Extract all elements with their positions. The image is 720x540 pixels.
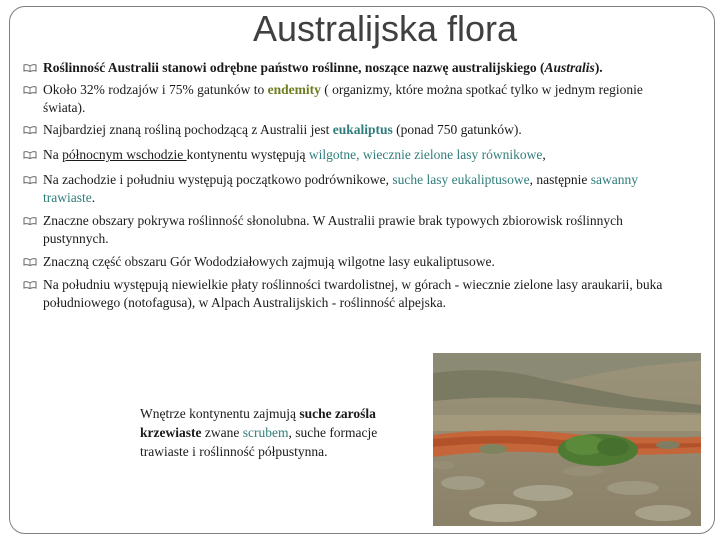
term-scrub: scrubem xyxy=(242,425,289,440)
caption-text: Wnętrze kontynentu zajmują xyxy=(140,406,300,421)
outback-scrub-photo xyxy=(433,353,701,526)
term-polnocny-wschod: północnym wschodzie xyxy=(62,147,187,162)
bullet-item xyxy=(21,146,681,164)
bullet-text: ). xyxy=(594,60,603,75)
bullet-list xyxy=(21,59,681,312)
bullet-text: Na południu występują niewielkie płaty roślinności twardolistnej, w górach - wiecznie zielone lasy araukarii, buka południowego (notofagusa), w Alpach Australijskich - roślinność alpejska. xyxy=(43,277,663,310)
bullet-item xyxy=(21,171,681,207)
bullet-text: ( organizmy, które można spotkać tylko w jednym regionie świata). xyxy=(43,82,643,115)
book-bullet-icon xyxy=(23,217,37,225)
book-bullet-icon xyxy=(23,126,37,134)
bullet-item xyxy=(21,212,681,248)
bullet-item xyxy=(21,59,681,77)
book-bullet-icon xyxy=(23,258,37,266)
bullet-item xyxy=(21,81,681,117)
bullet-text: , xyxy=(542,147,546,162)
bullet-text: Najbardziej znaną rośliną pochodzącą z Australii jest xyxy=(43,122,333,137)
bullet-text: Znaczne obszary pokrywa roślinność słonolubna. W Australii prawie brak typowych zbiorowisk roślinnych pustynnych. xyxy=(43,213,623,246)
bullet-text: Znaczną część obszaru Gór Wododziałowych zajmują wilgotne lasy eukaliptusowe. xyxy=(43,254,495,269)
term-lasy-rownikowe: wilgotne, wiecznie zielone lasy równikowe xyxy=(308,147,543,162)
bullet-text: Roślinność Australii stanowi odrębne państwo roślinne, noszące nazwę australijskiego ( xyxy=(43,60,545,75)
bullet-text: . xyxy=(91,190,96,205)
book-bullet-icon xyxy=(23,86,37,94)
term-sawanny: sawanny trawiaste xyxy=(43,172,638,205)
bullet-text: (ponad 750 gatunków). xyxy=(392,122,522,137)
bullet-text: Około 32% rodzajów i 75% gatunków to xyxy=(43,82,268,97)
book-bullet-icon xyxy=(23,151,37,159)
term-lasy-eukaliptusowe: suche lasy eukaliptusowe xyxy=(392,172,530,187)
bullet-item xyxy=(21,121,681,139)
bullet-text: Na xyxy=(43,147,63,162)
book-bullet-icon xyxy=(23,281,37,289)
caption-text: zwane xyxy=(201,425,243,440)
bullet-item xyxy=(21,253,681,271)
bullet-item xyxy=(21,276,681,312)
term-suche-zarosla: suche zarośla krzewiaste xyxy=(140,406,376,440)
photo-caption xyxy=(140,404,380,461)
bullet-text-italic: Australis xyxy=(544,60,595,75)
bullet-text: , następnie xyxy=(529,172,591,187)
term-eukaliptus: eukaliptus xyxy=(332,122,393,137)
book-bullet-icon xyxy=(23,64,37,72)
caption-text: , suche formacje trawiaste i roślinność półpustynna. xyxy=(140,425,378,459)
term-endemity: endemity xyxy=(267,82,321,97)
book-bullet-icon xyxy=(23,176,37,184)
bullet-text: kontynentu występują xyxy=(186,147,309,162)
bullet-text: Na zachodzie i południu występują początkowo podrównikowe, xyxy=(43,172,393,187)
slide-title: Australijska flora xyxy=(252,8,518,49)
